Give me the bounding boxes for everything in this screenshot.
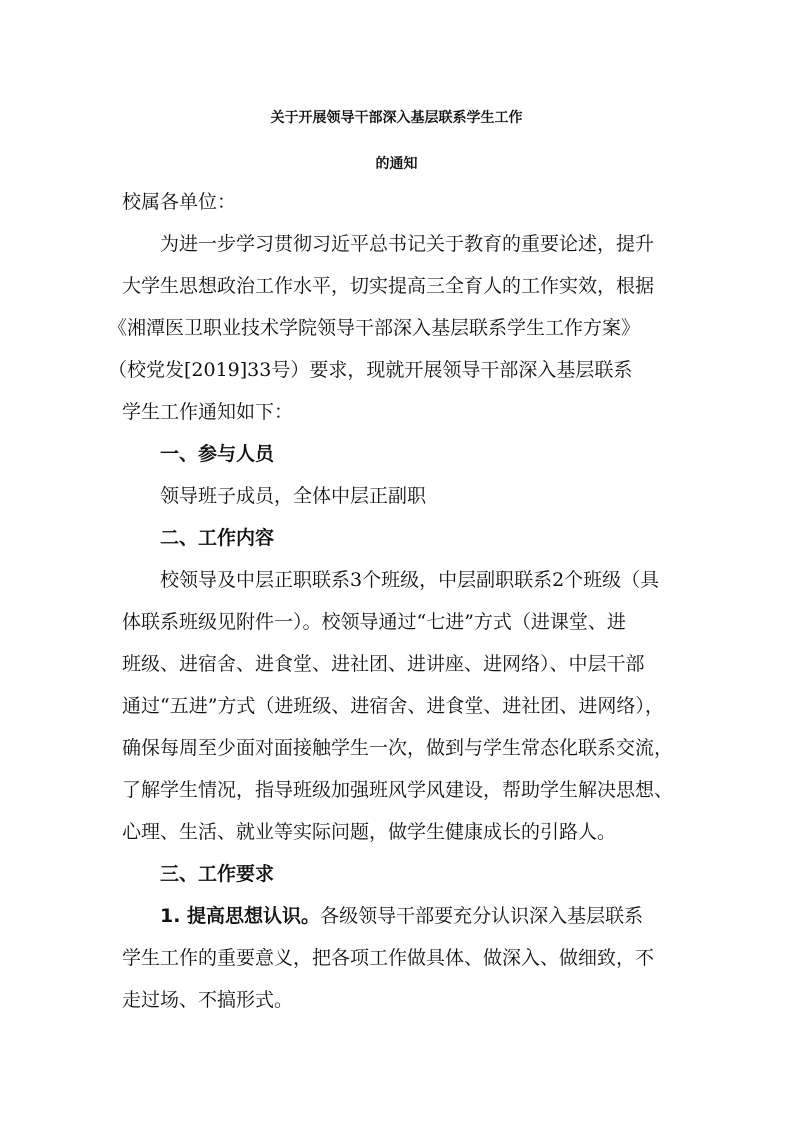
salutation: 校属各单位：	[122, 191, 237, 213]
section-body-line: 学生工作的重要意义，把各项工作做具体、做深入、做细致，不	[122, 947, 655, 969]
requirement-item-1	[160, 902, 643, 930]
section-heading-requirements: 三、工作要求	[160, 863, 275, 885]
requirement-item-1-label: 1. 提高思想认识。	[160, 905, 321, 927]
section-body-line: 通过“五进”方式（进班级、进宿舍、进食堂、进社团、进网络），	[122, 695, 664, 717]
intro-line: 《湘潭医卫职业技术学院领导干部深入基层联系学生工作方案》	[108, 317, 641, 339]
requirement-item-1-text: 各级领导干部要充分认识深入基层联系	[320, 905, 644, 927]
intro-line: 大学生思想政治工作水平，切实提高三全育人的工作实效，根据	[122, 275, 655, 297]
section-body-line: 心理、生活、就业等实际问题，做学生健康成长的引路人。	[122, 821, 617, 843]
document-title-line-2: 的通知	[375, 156, 418, 172]
section-heading-participants: 一、参与人员	[160, 443, 275, 465]
section-body-line: 走过场、不搞形式。	[122, 989, 294, 1011]
section-body-line: 体联系班级见附件一）。校领导通过“七进”方式（进课堂、进	[122, 611, 626, 633]
section-heading-content: 二、工作内容	[160, 527, 275, 549]
section-body-line: 领导班子成员，全体中层正副职	[160, 485, 427, 507]
intro-line: （校党发[2019]33号）要求，现就开展领导干部深入基层联系	[108, 359, 633, 381]
section-body-line: 班级、进宿舍、进食堂、进社团、进讲座、进网络）、中层干部	[122, 653, 645, 675]
section-body-line: 确保每周至少面对面接触学生一次，做到与学生常态化联系交流，	[122, 737, 674, 759]
intro-line: 为进一步学习贯彻习近平总书记关于教育的重要论述，提升	[160, 233, 655, 255]
section-body-line: 了解学生情况，指导班级加强班风学风建设，帮助学生解决思想、	[122, 779, 674, 801]
intro-line: 学生工作通知如下：	[122, 401, 294, 423]
document-title-line-1: 关于开展领导干部深入基层联系学生工作	[270, 110, 523, 126]
section-body-line: 校领导及中层正职联系3个班级，中层副职联系2个班级（具	[160, 569, 660, 591]
